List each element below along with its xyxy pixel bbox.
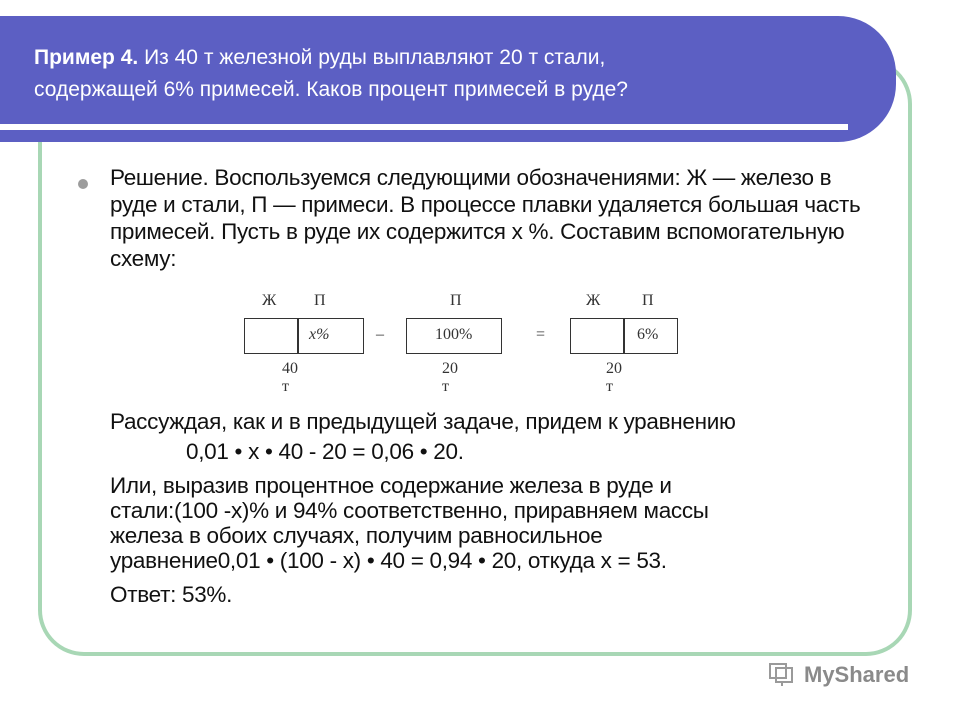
ore-fe-label: Ж <box>262 292 277 309</box>
removed-p-label: П <box>450 292 462 309</box>
slide-title <box>34 42 896 106</box>
steel-impurity-value: 6% <box>637 326 659 343</box>
watermark-text: MyShared <box>804 662 910 687</box>
title-line-1: Из 40 т железной руды выплавляют 20 т стали, <box>138 46 606 69</box>
alternative-line-2: стали:(100 -х)% и 94% соответственно, приравняем массы <box>110 498 709 523</box>
bullet-icon <box>78 179 88 189</box>
steel-fe-label: Ж <box>586 292 601 309</box>
ore-mass: 40 т <box>282 360 298 395</box>
ore-box <box>244 318 364 354</box>
solution-text: Решение. Воспользуемся следующими обозначениями: Ж — железо в руде и стали, П — примеси. В процессе плавки удаляется большая часть примесей. Пусть в руде их содержится х %. Составим вспомогательную схему: <box>110 165 861 271</box>
alternative-line-1: Или, выразив процентное содержание железа в руде и <box>110 473 672 498</box>
reasoning-line: Рассуждая, как и в предыдущей задаче, придем к уравнению <box>110 409 736 434</box>
minus-sign: – <box>376 326 384 343</box>
steel-mass: 20 т <box>606 360 622 395</box>
ore-p-label: П <box>314 292 326 309</box>
removed-mass: 20 т <box>442 360 458 395</box>
alternative-line-4: уравнение0,01 • (100 - х) • 40 = 0,94 • 20, откуда х = 53. <box>110 548 667 573</box>
removed-value: 100% <box>435 326 473 343</box>
alternative-line-3: железа в обоих случаях, получим равносильное <box>110 523 603 548</box>
slides-logo-icon <box>768 660 796 686</box>
answer-line: Ответ: 53%. <box>110 582 233 607</box>
equals-sign: = <box>536 326 546 343</box>
title-line-2: содержащей 6% примесей. Каков процент примесей в руде? <box>34 78 628 101</box>
equation-1: 0,01 • х • 40 - 20 = 0,06 • 20. <box>186 439 464 464</box>
steel-p-label: П <box>642 292 654 309</box>
ore-impurity-value: x% <box>309 326 330 343</box>
steel-box <box>570 318 678 354</box>
removed-box <box>406 318 502 354</box>
example-label: Пример 4. <box>34 46 139 69</box>
header-underline <box>0 124 848 130</box>
